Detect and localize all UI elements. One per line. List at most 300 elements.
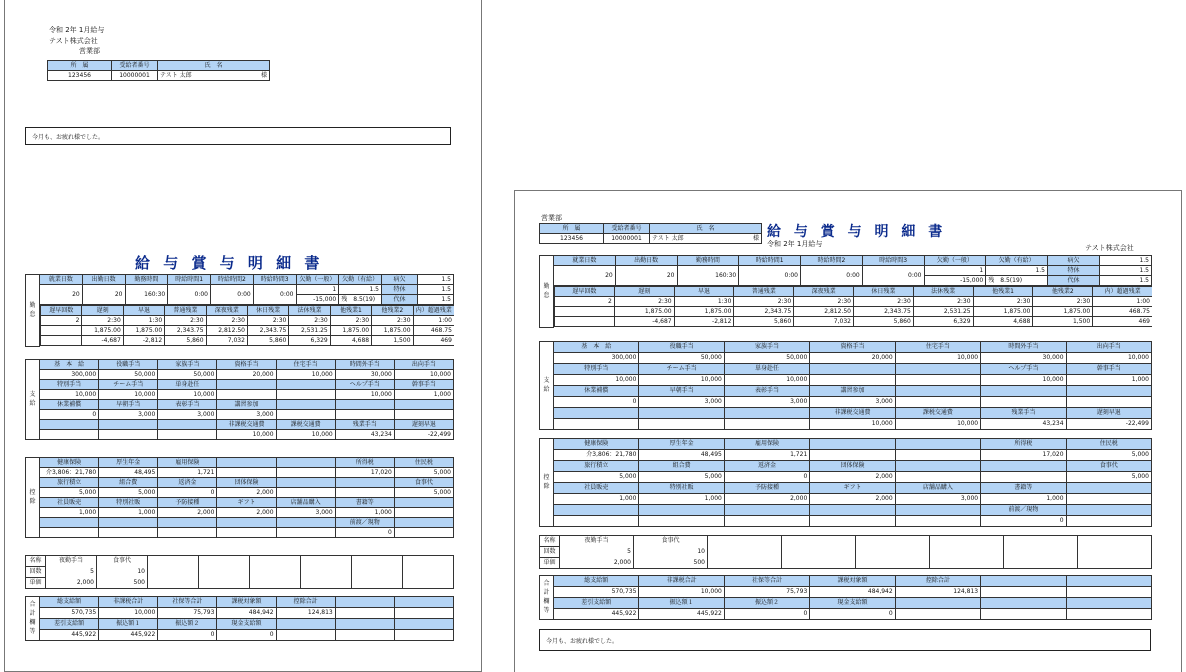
field-value: 30,000 <box>335 370 394 380</box>
attendance-value: 1 <box>296 285 339 295</box>
field-label: ヘルプ手当 <box>981 364 1066 375</box>
overtime-value: 1,875.00 <box>123 326 164 336</box>
total-value: 75,793 <box>158 608 217 619</box>
employee-header-number: 受給者番号 <box>112 61 158 71</box>
overtime-header: 遅刻 <box>82 306 123 316</box>
table-row <box>540 494 1152 505</box>
total-value <box>335 630 394 641</box>
field-value: 10,000 <box>158 390 217 400</box>
field-value: 5,000 <box>40 488 99 498</box>
overtime-header: 早退 <box>674 287 734 297</box>
employee-header-number: 受給者番号 <box>604 224 650 234</box>
overtime-value: 2,812.50 <box>794 307 854 317</box>
overtime-header: 早退 <box>123 306 164 316</box>
field-label: 表彰手当 <box>158 400 217 410</box>
total-label: 控除合計 <box>276 597 335 608</box>
side-label-char: 控 <box>543 474 550 481</box>
count-cell <box>148 567 199 578</box>
table-row <box>540 598 1152 609</box>
field-label: 早朝手当 <box>639 386 724 397</box>
overtime-value: 2:30 <box>330 316 371 326</box>
overtime-header: 他残業2 <box>372 306 413 316</box>
table-row <box>26 578 454 589</box>
count-cell <box>1078 558 1152 569</box>
field-value: 0 <box>335 528 394 538</box>
table-row <box>26 420 454 430</box>
overtime-value: 1,875.00 <box>330 326 371 336</box>
overtime-header: 遅刻 <box>614 287 674 297</box>
field-value <box>724 516 809 527</box>
count-cell: 夜勤手当 <box>560 536 634 547</box>
count-cell <box>148 556 199 567</box>
attendance-overtime-holder <box>554 286 1152 328</box>
field-label: 休業補償 <box>40 400 99 410</box>
overtime-value: 1,875.00 <box>82 326 123 336</box>
field-label: 特別手当 <box>554 364 639 375</box>
field-value <box>276 488 335 498</box>
field-label <box>217 380 276 390</box>
field-value: 10,000 <box>276 370 335 380</box>
field-label <box>1066 386 1151 397</box>
payslip-page-1 <box>4 0 482 672</box>
side-label-char: 支 <box>543 377 550 384</box>
overtime-header: 他残業2 <box>1033 287 1093 297</box>
count-cell <box>250 567 301 578</box>
field-label: 時間外手当 <box>335 360 394 370</box>
field-label: 特別手当 <box>40 380 99 390</box>
field-label <box>1066 505 1151 516</box>
side-label-char: 等 <box>543 607 550 614</box>
field-value: 48,495 <box>99 468 158 478</box>
attendance-header: 勤務時間 <box>125 275 168 285</box>
total-value <box>394 630 453 641</box>
field-value: 50,000 <box>158 370 217 380</box>
field-value <box>895 516 980 527</box>
field-value: 20,000 <box>217 370 276 380</box>
overtime-value: 4,688 <box>973 317 1033 327</box>
table-row <box>26 567 454 578</box>
overtime-value: 2,531.25 <box>289 326 330 336</box>
total-label: 振込額１ <box>639 598 724 609</box>
count-cell <box>782 547 856 558</box>
field-value: 10,000 <box>724 375 809 386</box>
total-label <box>1066 598 1151 609</box>
field-value: 5,000 <box>394 468 453 478</box>
overtime-value: 2,343.75 <box>247 326 288 336</box>
field-value <box>724 419 809 430</box>
field-label: 予防接種 <box>158 498 217 508</box>
table-row <box>540 483 1152 494</box>
field-value: 1,721 <box>158 468 217 478</box>
total-label: 差引支給額 <box>554 598 639 609</box>
table-row <box>540 397 1152 408</box>
attendance-header: 時給時間3 <box>253 275 296 285</box>
field-value: 介3,806：21,780 <box>40 468 99 478</box>
overtime-value: -4,687 <box>82 336 123 346</box>
total-value: 0 <box>724 609 809 620</box>
count-cell: 2,000 <box>46 578 97 589</box>
field-label: 厚生年金 <box>99 458 158 468</box>
overtime-value: 2:30 <box>247 316 288 326</box>
overtime-value: 1,875.00 <box>973 307 1033 317</box>
total-value <box>981 587 1066 598</box>
count-row-label: 単価 <box>26 578 46 589</box>
field-label: 役職手当 <box>639 342 724 353</box>
total-label: 差引支給額 <box>40 619 99 630</box>
field-value: 10,000 <box>217 430 276 440</box>
field-label <box>810 439 895 450</box>
attendance-value: 160:30 <box>125 285 168 305</box>
overtime-value: 2:30 <box>853 297 913 307</box>
field-value: 50,000 <box>639 353 724 364</box>
count-cell: 5 <box>560 547 634 558</box>
count-cell: 夜勤手当 <box>46 556 97 567</box>
count-cell <box>352 567 403 578</box>
total-label: 現金支給額 <box>217 619 276 630</box>
field-label <box>981 386 1066 397</box>
table-row <box>540 450 1152 461</box>
table-row <box>26 380 454 390</box>
field-label: 住宅手当 <box>276 360 335 370</box>
employee-name-cell <box>650 234 762 244</box>
attendance-header: 時給時間1 <box>739 256 801 266</box>
field-label <box>810 364 895 375</box>
count-cell <box>301 556 352 567</box>
field-label <box>217 518 276 528</box>
company-name: テスト株式会社 <box>49 37 98 45</box>
deduction-table <box>539 438 1152 527</box>
field-label <box>895 505 980 516</box>
leave-label: 特休 <box>382 285 418 295</box>
attendance-value: 1 <box>924 266 986 276</box>
field-label: ギフト <box>810 483 895 494</box>
side-label-char: 欄 <box>29 619 36 626</box>
field-label: ギフト <box>217 498 276 508</box>
table-row <box>26 630 454 641</box>
count-cell <box>148 578 199 589</box>
attendance-header: 時給時間2 <box>211 275 254 285</box>
section-side-label <box>26 597 40 641</box>
total-value <box>394 608 453 619</box>
field-value <box>895 472 980 483</box>
attendance-overtime-holder <box>40 305 454 347</box>
count-cell <box>199 567 250 578</box>
message-box <box>539 629 1151 651</box>
field-label: 返済金 <box>158 478 217 488</box>
total-value: 445,922 <box>99 630 158 641</box>
overtime-value: 469 <box>413 336 453 346</box>
total-label: 振込額１ <box>99 619 158 630</box>
field-value: 10,000 <box>40 390 99 400</box>
field-label <box>895 461 980 472</box>
field-value <box>335 488 394 498</box>
count-cell <box>352 556 403 567</box>
count-cell <box>1004 547 1078 558</box>
table-row <box>540 419 1152 430</box>
table-row <box>540 547 1152 558</box>
field-value: 1,000 <box>335 508 394 518</box>
field-value: 300,000 <box>554 353 639 364</box>
overtime-header: 普通残業 <box>734 287 794 297</box>
leave-label: 代休 <box>382 295 418 305</box>
field-label: 残業手当 <box>335 420 394 430</box>
overtime-table <box>554 286 1152 327</box>
table-row <box>540 408 1152 419</box>
field-value: 50,000 <box>724 353 809 364</box>
table-row <box>540 353 1152 364</box>
employee-name: テスト 太郎 <box>652 234 684 242</box>
overtime-value: 1:30 <box>674 297 734 307</box>
table-row <box>540 558 1152 569</box>
overtime-value <box>41 326 82 336</box>
field-value <box>895 397 980 408</box>
table-row <box>555 297 1152 307</box>
field-label <box>40 420 99 430</box>
field-label: チーム手当 <box>99 380 158 390</box>
overtime-header: 法休残業 <box>913 287 973 297</box>
totals-table <box>25 596 454 641</box>
field-label <box>158 518 217 528</box>
total-value: 445,922 <box>40 630 99 641</box>
document-title: 給 与 賞 与 明 細 書 <box>135 254 324 272</box>
side-label-char: 合 <box>29 601 36 608</box>
field-value: 5,000 <box>1066 472 1151 483</box>
overtime-value: 468.75 <box>1093 307 1152 317</box>
side-label-char: 給 <box>543 386 550 393</box>
side-label-char: 除 <box>543 483 550 490</box>
period-label: 令和 2年 1月給与 <box>49 26 105 34</box>
field-label: 健康保険 <box>554 439 639 450</box>
table-row <box>540 439 1152 450</box>
table-row <box>26 508 454 518</box>
field-label: 課税交通費 <box>895 408 980 419</box>
table-row <box>26 528 454 538</box>
attendance-header: 出勤日数 <box>82 275 125 285</box>
overtime-value: 5,860 <box>734 317 794 327</box>
leave-value: 1.5 <box>1100 276 1152 286</box>
overtime-value: 2:30 <box>973 297 1033 307</box>
field-label: 資格手当 <box>217 360 276 370</box>
field-value <box>895 375 980 386</box>
overtime-value <box>555 317 615 327</box>
employee-dept-code: 123456 <box>540 234 604 244</box>
field-value: 1,000 <box>639 494 724 505</box>
field-label <box>99 420 158 430</box>
table-row <box>540 576 1152 587</box>
table-row <box>540 536 1152 547</box>
field-value <box>276 528 335 538</box>
field-value <box>1066 516 1151 527</box>
total-value: 0 <box>810 609 895 620</box>
total-value: 484,942 <box>810 587 895 598</box>
employee-header-name: 氏 名 <box>650 224 762 234</box>
count-cell: 10 <box>634 547 708 558</box>
field-label <box>895 364 980 375</box>
total-label: 振込額２ <box>158 619 217 630</box>
document-title: 給 与 賞 与 明 細 書 <box>767 224 947 240</box>
attendance-value: 20 <box>82 285 125 305</box>
total-label <box>981 576 1066 587</box>
attendance-header: 時給時間3 <box>862 256 924 266</box>
field-label: 雇用保険 <box>724 439 809 450</box>
field-value: 48,495 <box>639 450 724 461</box>
field-label <box>40 518 99 528</box>
overtime-value: 2,812.50 <box>206 326 247 336</box>
table-row <box>26 390 454 400</box>
count-cell <box>352 578 403 589</box>
field-label: 早朝手当 <box>99 400 158 410</box>
field-value: 10,000 <box>394 370 453 380</box>
total-value <box>981 609 1066 620</box>
field-value: 2,000 <box>810 494 895 505</box>
section-side-label <box>26 458 40 538</box>
field-label: 特別社販 <box>639 483 724 494</box>
period-label: 令和 2年 1月給与 <box>767 240 823 248</box>
attendance-header: 勤務時間 <box>677 256 739 266</box>
leave-value: 1.5 <box>418 285 454 295</box>
field-label <box>895 439 980 450</box>
field-label: 幹事手当 <box>394 380 453 390</box>
table-row <box>41 336 454 346</box>
field-label <box>158 420 217 430</box>
field-value <box>810 450 895 461</box>
field-label: 家族手当 <box>158 360 217 370</box>
field-value <box>1066 397 1151 408</box>
field-value: 0 <box>981 516 1066 527</box>
field-label <box>276 518 335 528</box>
table-row <box>26 498 454 508</box>
field-label: 組合費 <box>639 461 724 472</box>
field-label: 資格手当 <box>810 342 895 353</box>
overtime-value: 2:30 <box>1033 297 1093 307</box>
overtime-value: 2 <box>41 316 82 326</box>
attendance-value: 0:00 <box>801 266 863 286</box>
field-value <box>981 397 1066 408</box>
field-label: 遅刻早退 <box>394 420 453 430</box>
field-value: 5,000 <box>639 472 724 483</box>
overtime-value: 2:30 <box>165 316 206 326</box>
table-row <box>540 256 1152 266</box>
side-label-char: 怠 <box>543 291 550 299</box>
total-label: 課税対象額 <box>810 576 895 587</box>
table-row <box>540 516 1152 527</box>
field-value <box>981 472 1066 483</box>
field-label: 社員販売 <box>554 483 639 494</box>
table-row <box>540 505 1152 516</box>
field-value: 1,000 <box>554 494 639 505</box>
table-row <box>540 472 1152 483</box>
field-label: 団体保険 <box>217 478 276 488</box>
field-value: 0 <box>40 410 99 420</box>
employee-honorific: 様 <box>260 71 267 79</box>
field-label: 所得税 <box>981 439 1066 450</box>
leave-label: 代休 <box>1048 276 1100 286</box>
message-box <box>25 127 451 145</box>
overtime-value: 1,500 <box>1033 317 1093 327</box>
field-label: 住宅手当 <box>895 342 980 353</box>
field-label <box>724 505 809 516</box>
side-label-char: 計 <box>29 610 36 617</box>
attendance-header: 出勤日数 <box>615 256 677 266</box>
section-side-label <box>540 576 554 620</box>
field-label: 旅行積立 <box>554 461 639 472</box>
field-label <box>276 380 335 390</box>
field-value <box>394 410 453 420</box>
field-label: 住民税 <box>394 458 453 468</box>
total-value <box>276 630 335 641</box>
employee-honorific: 様 <box>752 234 759 242</box>
total-label <box>335 597 394 608</box>
department-label: 営業部 <box>79 47 100 55</box>
total-label <box>895 598 980 609</box>
total-label: 振込額２ <box>724 598 809 609</box>
field-value <box>40 430 99 440</box>
table-row <box>26 556 454 567</box>
overtime-value: 1,500 <box>372 336 413 346</box>
field-value: 30,000 <box>981 353 1066 364</box>
field-value: 1,000 <box>99 508 158 518</box>
field-label <box>554 408 639 419</box>
attendance-header: 欠勤（一般） <box>296 275 339 285</box>
side-label-char: 合 <box>543 580 550 587</box>
side-label-char: 勤 <box>29 301 36 309</box>
side-label-char: 控 <box>29 489 36 496</box>
field-label <box>1066 483 1151 494</box>
table-row <box>540 461 1152 472</box>
count-cell <box>856 536 930 547</box>
total-value: 75,793 <box>724 587 809 598</box>
message-text: 今月も、お疲れ様でした。 <box>546 638 619 645</box>
total-value: 10,000 <box>99 608 158 619</box>
table-row <box>26 488 454 498</box>
field-label: 基 本 給 <box>554 342 639 353</box>
table-row <box>540 286 1152 328</box>
pay-table <box>539 341 1152 430</box>
attendance-table <box>25 274 454 347</box>
side-label-char: 支 <box>29 391 36 398</box>
overtime-value: 2:30 <box>734 297 794 307</box>
field-label: ヘルプ手当 <box>335 380 394 390</box>
overtime-header: 法休残業 <box>289 306 330 316</box>
total-value <box>1066 609 1151 620</box>
table-row <box>41 326 454 336</box>
overtime-header: 深夜残業 <box>794 287 854 297</box>
count-table <box>25 555 454 589</box>
leave-label: 病欠 <box>1048 256 1100 266</box>
employee-header-dept: 所 属 <box>540 224 604 234</box>
attendance-table <box>539 255 1152 328</box>
employee-header-dept: 所 属 <box>48 61 112 71</box>
field-value: 2,000 <box>810 472 895 483</box>
field-value: 2,000 <box>217 508 276 518</box>
field-value <box>639 516 724 527</box>
field-label <box>724 408 809 419</box>
field-label <box>335 400 394 410</box>
count-cell: 500 <box>97 578 148 589</box>
attendance-value: -15,000 <box>924 276 986 286</box>
overtime-table <box>40 305 454 346</box>
field-label <box>810 505 895 516</box>
attendance-value: 0:00 <box>739 266 801 286</box>
field-label: 家族手当 <box>724 342 809 353</box>
count-cell <box>930 536 1004 547</box>
field-value: 10,000 <box>99 390 158 400</box>
department-label: 営業部 <box>541 214 562 222</box>
overtime-value: 1:30 <box>123 316 164 326</box>
side-label-char: 除 <box>29 498 36 505</box>
count-cell <box>1004 536 1078 547</box>
field-value: 17,020 <box>981 450 1066 461</box>
